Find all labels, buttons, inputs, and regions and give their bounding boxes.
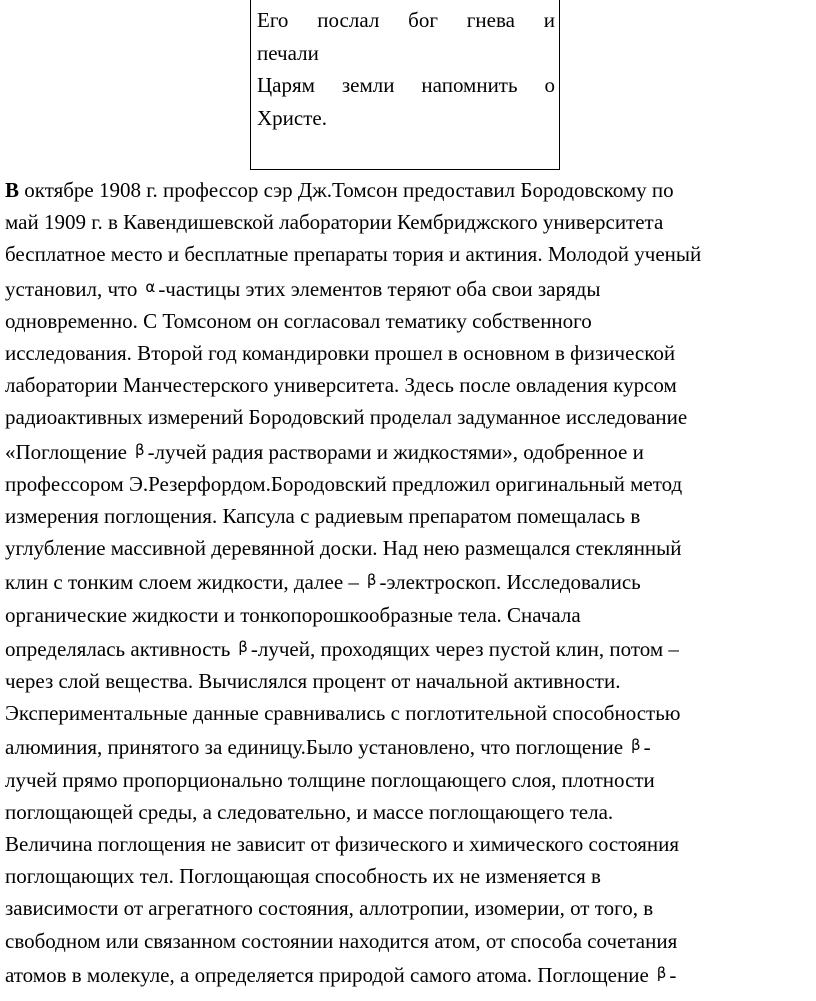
beta-symbol-icon: β xyxy=(366,571,377,590)
text-line xyxy=(5,957,814,991)
text-line: Величина поглощения не зависит от физического и химического состояния xyxy=(5,832,680,857)
text-line: исследования. Второй год командировки прошел в основном в физической xyxy=(5,341,676,366)
text-line: май 1909 г. в Кавендишевской лаборатории Кембриджского университета xyxy=(5,210,664,235)
text-line: свободном или связанном состоянии находится атом, от способа сочетания xyxy=(5,928,678,953)
text-line xyxy=(5,271,814,305)
text-segment: «Поглощение xyxy=(5,439,127,464)
beta-symbol-icon: β xyxy=(134,440,145,459)
text-line: лаборатории Манчестерского университета. Здесь после овладения курсом xyxy=(5,373,677,398)
text-line: поглощающей среды, а следовательно, и массе поглощающего тела. xyxy=(5,799,614,824)
epigraph-box xyxy=(250,0,560,170)
text-line: одновременно. С Томсоном он согласовал тематику собственного xyxy=(5,308,592,333)
text-line: радиоактивных измерений Бородовский проделал задуманное исследование xyxy=(5,405,688,430)
text-line xyxy=(5,564,814,598)
text-segment: -лучей, проходящих через пустой клин, потом – xyxy=(250,636,679,661)
text-line: органические жидкости и тонкопорошкообразные тела. Сначала xyxy=(5,602,581,627)
text-line xyxy=(5,434,814,468)
text-line xyxy=(5,631,814,665)
text-segment: -частицы этих элементов теряют оба свои заряды xyxy=(158,276,601,301)
text-line: зависимости от агрегатного состояния, аллотропии, изомерии, от того, в xyxy=(5,896,654,921)
text-segment: -электроскоп. Исследовались xyxy=(379,570,641,595)
beta-symbol-icon: β xyxy=(656,963,667,982)
text-line: углубление массивной деревянной доски. Над нею размещался стеклянный xyxy=(5,536,682,561)
beta-symbol-icon: β xyxy=(238,637,248,656)
text-line xyxy=(5,174,814,206)
text-line: бесплатное место и бесплатные препараты тория и актиния. Молодой ученый xyxy=(5,242,702,267)
main-paragraph xyxy=(5,174,814,991)
text-segment: определялась активность xyxy=(5,636,231,661)
dropcap-letter: В xyxy=(5,178,20,202)
text-segment: -лучей радия растворами и жидкостями», одобренное и xyxy=(147,439,644,464)
text-line: поглощающих тел. Поглощающая способность их не изменяется в xyxy=(5,864,601,889)
text-line: лучей прямо пропорционально толщине поглощающего слоя, плотности xyxy=(5,767,655,792)
text-segment: клин с тонким слоем жидкости, далее – xyxy=(5,570,359,595)
text-line: профессором Э.Резерфордом.Бородовский предложил оригинальный метод xyxy=(5,471,683,496)
alpha-symbol-icon: α xyxy=(145,277,156,296)
text-line: через слой вещества. Вычислялся процент от начальной активности. xyxy=(5,669,621,694)
text-segment: установил, что xyxy=(5,276,138,301)
text-line: Экспериментальные данные сравнивались с поглотительной способностью xyxy=(5,701,681,726)
epigraph-line: Христе. xyxy=(257,105,327,130)
text-segment: алюминия, принятого за единицу.Было установлено, что поглощение xyxy=(5,735,624,760)
epigraph-line: Царям земли напомнить о xyxy=(257,73,555,97)
text-segment: атомов в молекуле, а определяется природой самого атома. Поглощение xyxy=(5,962,649,987)
text-segment: - xyxy=(669,962,677,987)
epigraph-line: печали xyxy=(257,40,319,65)
text-segment: октябре 1908 г. профессор сэр Дж.Томсон предоставил Бородовскому по xyxy=(19,178,674,202)
text-segment: - xyxy=(643,735,651,760)
text-line: измерения поглощения. Капсула с радиевым препаратом помещалась в xyxy=(5,504,641,529)
beta-symbol-icon: β xyxy=(631,736,641,755)
epigraph-line: Его послал бог гнева и xyxy=(257,8,555,32)
text-line xyxy=(5,729,814,763)
